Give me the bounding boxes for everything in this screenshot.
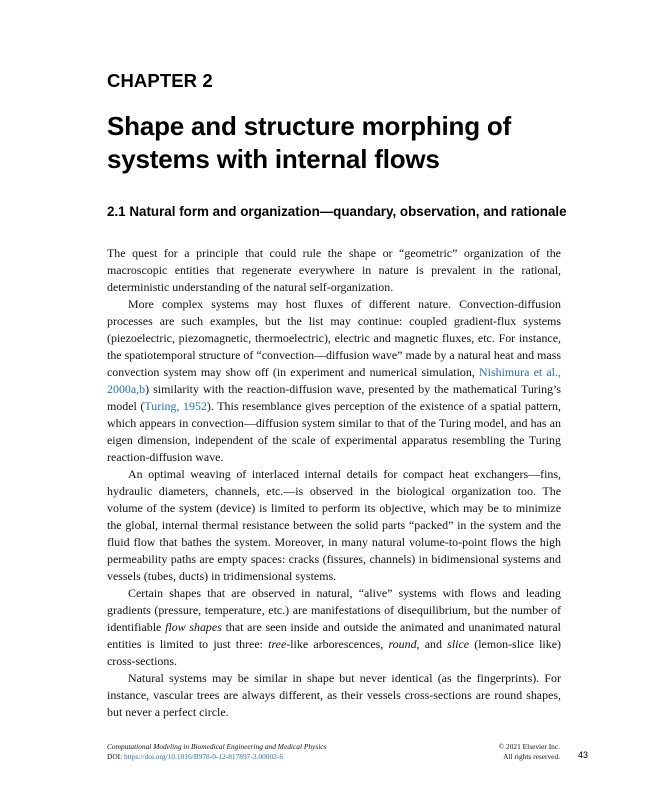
paragraph-2 <box>107 296 561 466</box>
chapter-title: Shape and structure morphing of systems with internal flows <box>107 111 512 174</box>
paragraph-3 <box>107 466 561 585</box>
citation-link-nishimura[interactable]: Nishimura et al., 2000a,b <box>107 365 561 396</box>
paragraph-3-text: An optimal weaving of interlaced internal details for compact heat exchangers—fins, hydraulic diameters, channels, etc.—is observed in the biological organization too. The volume of the system (device) is limited to perform its objective, which may be to minimize the global, internal thermal resistance between the solid parts “packed” in the system and the fluid flow that bathes the system. Moreover, in many natural volume-to-point flows the high permeability paths are empty spaces: cracks (fissures, channels) in bidimensional systems and vessels (tubes, ducts) in tridimensional systems. <box>107 467 561 583</box>
journal-title: Computational Modeling in Biomedical Engineering and Medical Physics <box>107 742 327 751</box>
paragraph-2-text-b: ) similarity with the reaction-diffusion wave, presented by the mathematical Turing’s model ( <box>107 382 561 413</box>
paragraph-2-text-a: More complex systems may host fluxes of different nature. Convection-diffusion processes are such examples, but the list may continue: coupled gradient-flux systems (piezoelectric, piezomagnetic, thermoelectric), electric and magnetic fluxes, etc. For instance, the spatiotemporal structure of “convection—diffusion wave” made by a natural heat and mass convection system may show off (in experiment and numerical simulation, <box>107 297 561 379</box>
paragraph-5-text: Natural systems may be similar in shape but never identical (as the fingerprints). For instance, vascular trees are always different, as their vessels cross-sections are round shapes, but never a perfect circle. <box>107 671 561 719</box>
doi-label: DOI: <box>107 752 125 761</box>
paragraph-4-text-e: (lemon-slice like) cross-sections. <box>107 637 561 668</box>
paragraph-4-text-d: , and <box>416 637 448 651</box>
emphasis-round: round <box>388 637 417 651</box>
section-heading: 2.1 Natural form and organization—quandary, observation, and rationale <box>107 204 567 219</box>
footer-left <box>107 742 326 762</box>
paragraph-4-text-a: Certain shapes that are observed in natural, “alive” systems with flows and leading gradients (pressure, temperature, etc.) are manifestations of disequilibrium, but the number of identifiable <box>107 586 561 634</box>
paragraph-4-text-b: that are seen inside and outside the animated and unanimated natural entities is limited to just three: <box>107 620 561 651</box>
paragraph-4 <box>107 585 561 670</box>
paragraph-2-text-c: ). This resemblance gives perception of the existence of a spatial pattern, which appears in convection—diffusion system similar to that of the Turing model, and has an eigen dimension, independent of the scale of experimental apparatus resembling the Turing reaction-diffusion wave. <box>107 399 561 464</box>
page-number: 43 <box>578 750 589 760</box>
emphasis-flow-shapes: flow shapes <box>165 620 222 634</box>
rights-notice: All rights reserved. <box>503 752 560 761</box>
paragraph-5 <box>107 670 561 721</box>
chapter-label: CHAPTER 2 <box>107 70 213 91</box>
citation-link-turing[interactable]: Turing, 1952 <box>144 399 207 413</box>
paragraph-1 <box>107 245 561 296</box>
copyright-notice: © 2021 Elsevier Inc. <box>498 742 560 751</box>
paragraph-4-text-c: -like arborescences, <box>286 637 389 651</box>
emphasis-slice: slice <box>447 637 470 651</box>
paragraph-1-text: The quest for a principle that could rule the shape or “geometric” organization of the macroscopic entities that regenerate everywhere in nature is prevalent in the rational, deterministic understanding of the natural self-organization. <box>107 246 561 294</box>
emphasis-tree: tree <box>268 637 287 651</box>
footer-right <box>470 742 560 762</box>
doi-link[interactable]: https://doi.org/10.1016/B978-0-12-817897-3.00002-6 <box>124 752 284 761</box>
body-text <box>107 245 561 721</box>
